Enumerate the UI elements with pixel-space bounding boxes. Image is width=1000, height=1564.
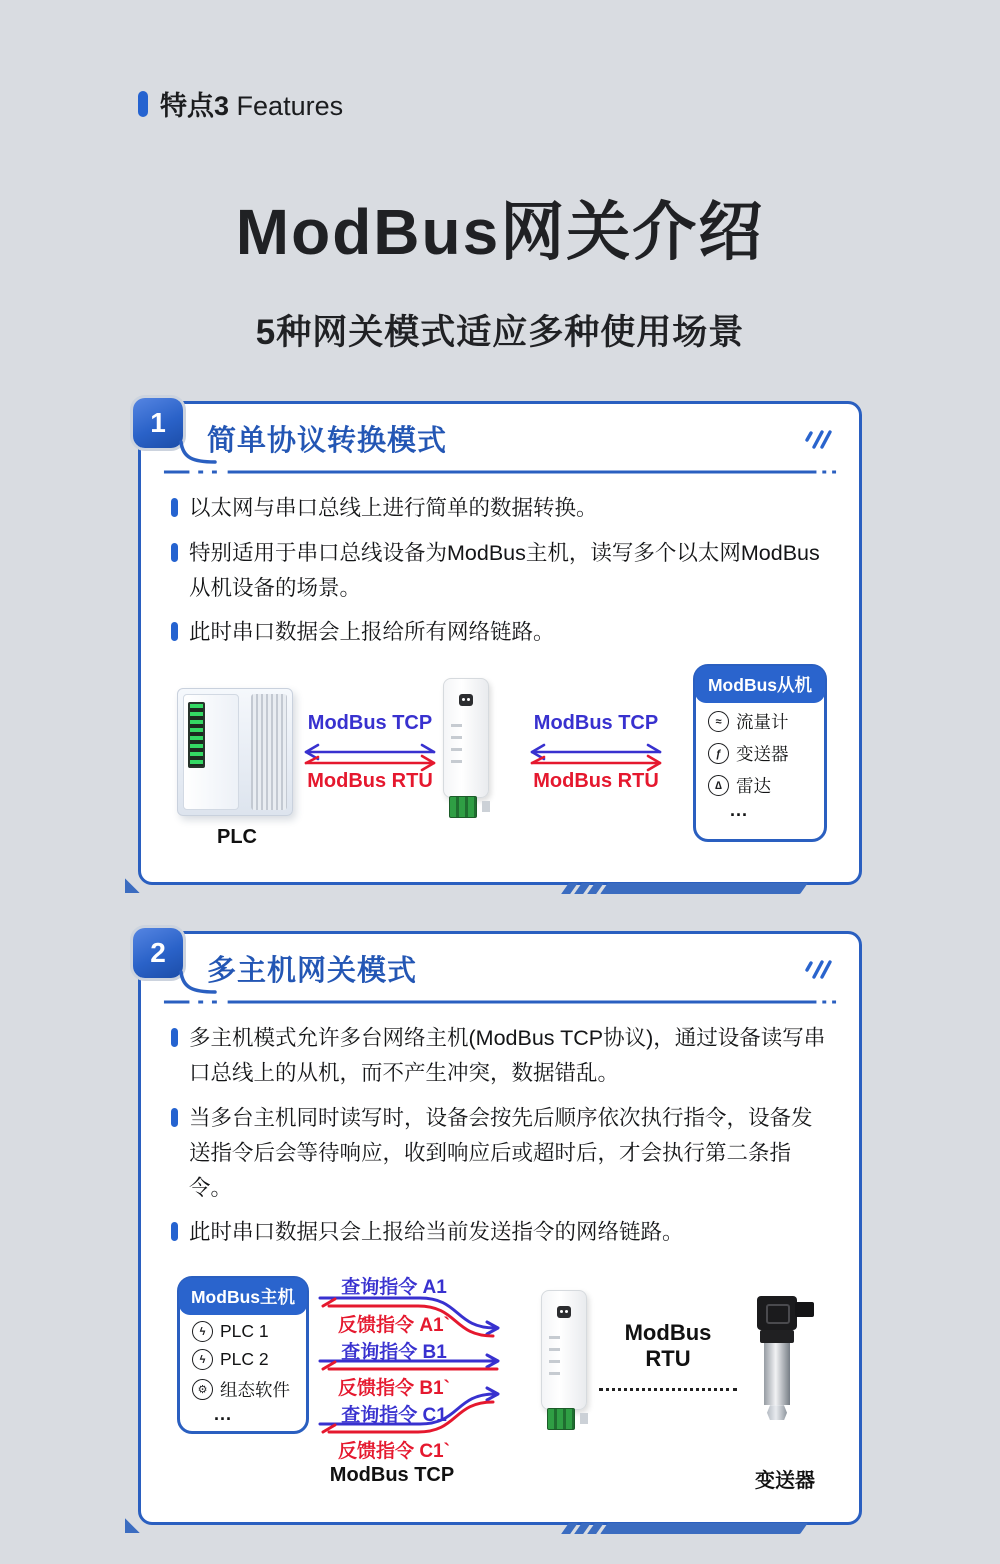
pressure-transmitter-image	[749, 1296, 821, 1422]
bullet-text: 以太网与串口总线上进行简单的数据转换。	[189, 496, 598, 520]
card2-bullet-list	[141, 1005, 859, 1250]
card1-number-badge	[133, 398, 183, 448]
list-item	[180, 1370, 306, 1402]
card2-diagram	[141, 1260, 859, 1522]
card2-title: 多主机网关模式	[207, 955, 418, 988]
list-item	[696, 734, 824, 766]
card1-number: 1	[150, 407, 166, 438]
card2-header	[141, 934, 859, 997]
list-item	[171, 1021, 833, 1091]
slave-item-label: 变送器	[736, 744, 789, 765]
link1-rtu-label: ModBus RTU	[307, 770, 433, 793]
corner-triangle-decoration	[125, 1518, 140, 1533]
mode-card-1	[138, 401, 862, 885]
badge-tail-curve	[177, 970, 217, 996]
master-item-label: PLC 1	[220, 1321, 269, 1342]
rtu-link-label	[599, 1320, 737, 1391]
list-item	[696, 702, 824, 734]
page-title: ModBus网关介绍	[235, 196, 765, 268]
plc-icon: ϟ	[192, 1349, 213, 1370]
master-panel-title: ModBus主机	[179, 1278, 307, 1315]
list-item	[171, 491, 833, 526]
list-item	[180, 1314, 306, 1342]
badge-tail-curve	[177, 440, 217, 466]
query-c1-label: 查询指令 C1	[341, 1405, 447, 1427]
scada-software-icon: ⚙	[192, 1379, 213, 1400]
slave-item-label: 流量计	[736, 712, 789, 733]
bullet-text: 特别适用于串口总线设备为ModBus主机，读写多个以太网ModBus从机设备的场景。	[189, 540, 820, 600]
bullet-icon	[171, 622, 178, 641]
bottom-stripe-decoration	[565, 1523, 804, 1534]
bottom-stripe-decoration	[565, 883, 804, 894]
card1-bullet-list	[141, 475, 859, 650]
list-item	[171, 1101, 833, 1205]
plc-icon: ϟ	[192, 1321, 213, 1342]
modbus-master-panel	[177, 1276, 309, 1434]
page-subtitle: 5种网关模式适应多种使用场景	[255, 313, 745, 352]
slave-item-label: 雷达	[736, 776, 771, 797]
card1-diagram	[141, 660, 859, 882]
bullet-text: 多主机模式允许多台网络主机(ModBus TCP协议)，通过设备读写串口总线上的从机，而不产生冲突，数据错乱。	[189, 1026, 826, 1086]
card2-number: 2	[150, 937, 166, 969]
corner-triangle-decoration	[125, 878, 140, 893]
gateway-device-image	[439, 678, 493, 818]
query-a1-label: 查询指令 A1	[341, 1277, 447, 1299]
radar-icon: ∆	[708, 775, 729, 796]
bullet-icon	[171, 1108, 178, 1127]
kicker-text	[160, 84, 343, 123]
query-b1-label: 查询指令 B1	[341, 1342, 447, 1364]
kicker-pill-icon	[138, 91, 148, 117]
triple-slash-icon	[803, 957, 833, 981]
tcp-label: ModBus TCP	[329, 1464, 455, 1487]
master-item-label: PLC 2	[220, 1349, 269, 1370]
feedback-a1-label: 反馈指令 A1`	[338, 1315, 450, 1337]
slave-panel-title: ModBus从机	[695, 666, 825, 703]
list-item	[171, 536, 833, 606]
transmitter-label: 变送器	[755, 1470, 815, 1493]
flow-meter-icon: ≈	[708, 711, 729, 732]
bullet-icon	[171, 1028, 178, 1047]
kicker-en: Features	[236, 91, 344, 121]
plc-cabinet-image	[177, 688, 293, 816]
bullet-text: 此时串口数据会上报给所有网络链路。	[189, 620, 555, 645]
list-item	[180, 1342, 306, 1370]
bullet-icon	[171, 498, 178, 517]
mode-card-2	[138, 931, 862, 1525]
link2-rtu-label: ModBus RTU	[533, 770, 659, 793]
card2-number-badge	[133, 928, 183, 978]
bullet-text: 此时串口数据只会上报给当前发送指令的网络链路。	[189, 1220, 684, 1245]
list-item	[171, 1215, 833, 1250]
rtu-label-text: ModBus RTU	[624, 1320, 712, 1372]
triple-slash-icon	[803, 427, 833, 451]
gateway-device-image	[537, 1290, 591, 1430]
master-panel-more: ...	[214, 1404, 233, 1425]
card1-title: 简单协议转换模式	[207, 425, 448, 457]
slave-panel-more: ...	[730, 800, 749, 821]
feedback-c1-label: 反馈指令 C1`	[338, 1441, 450, 1463]
bullet-icon	[171, 1222, 178, 1241]
master-item-label: 组态软件	[220, 1380, 290, 1401]
list-item	[696, 766, 824, 798]
list-item	[171, 615, 833, 650]
modbus-slave-panel	[693, 664, 827, 842]
bullet-icon	[171, 543, 178, 562]
link1-tcp-label: ModBus TCP	[307, 712, 433, 735]
plc-label: PLC	[217, 826, 257, 849]
section-kicker	[138, 84, 1000, 123]
kicker-cn: 特点3	[160, 91, 230, 121]
link2-tcp-label: ModBus TCP	[533, 712, 659, 735]
bullet-text: 当多台主机同时读写时，设备会按先后顺序依次执行指令，设备发送指令后会等待响应，收到响应后或超时后，才会执行第二条指令。	[189, 1105, 813, 1200]
feedback-b1-label: 反馈指令 B1`	[338, 1378, 450, 1400]
transmitter-icon: ƒ	[708, 743, 729, 764]
card1-header	[141, 404, 859, 467]
